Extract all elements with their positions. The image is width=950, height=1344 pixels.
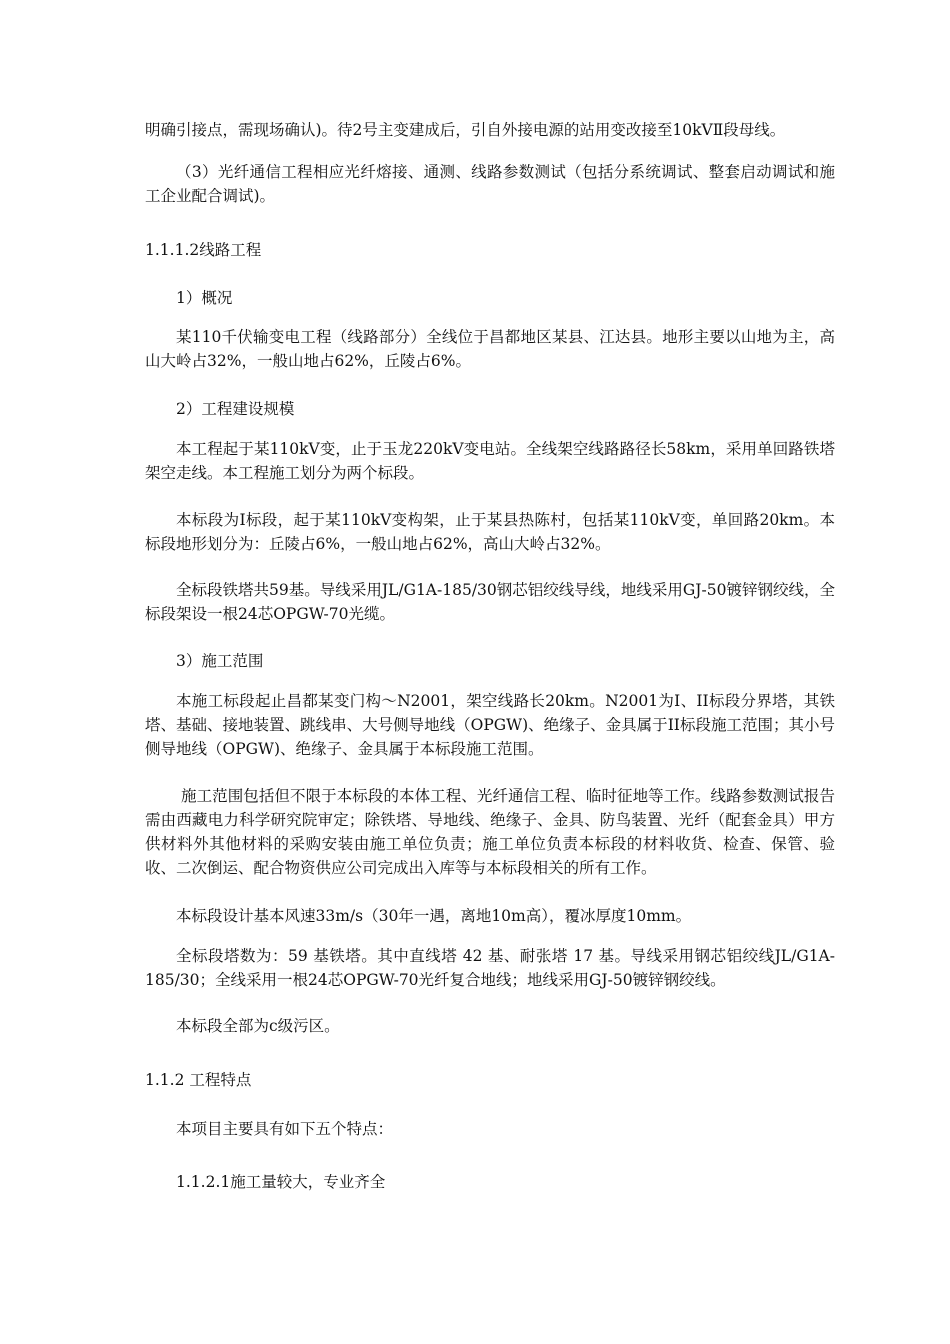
paragraph-scale-2: 本标段为I标段，起于某110kV变构架，止于某县热陈村，包括某110kV变，单回路20km。本标段地形划分为：丘陵占6%，一般山地占62%，高山大岭占32%。 [145,511,835,553]
section-heading-features: 1.1.2 工程特点 [145,1071,252,1089]
paragraph-scale-3: 全标段铁塔共59基。导线采用JL/G1A-185/30钢芯铝绞线导线，地线采用GJ-50镀锌钢绞线，全标段架设一根24芯OPGW-70光缆。 [145,581,835,623]
paragraph-scope-1: 本施工标段起止昌都某变门构～N2001，架空线路长20km。N2001为I、II标段分界塔，其铁塔、基础、接地装置、跳线串、大号侧导地线（OPGW)、绝缘子、金具属于II标段施工范围；其小号侧导地线（OPGW)、绝缘子、金具属于本标段施工范围。 [145,692,835,758]
subheading-scope: 3）施工范围 [176,652,264,670]
paragraph-scale-1: 本工程起于某110kV变，止于玉龙220kV变电站。全线架空线路路径长58km，采用单回路铁塔架空走线。本工程施工划分为两个标段。 [145,440,835,482]
paragraph-fiber-item-3: （3）光纤通信工程相应光纤熔接、通测、线路参数测试（包括分系统调试、整套启动调试和施工企业配合调试)。 [145,163,835,205]
paragraph-features-intro: 本项目主要具有如下五个特点： [176,1120,394,1138]
paragraph-pollution: 本标段全部为c级污区。 [176,1017,340,1035]
subheading-overview: 1）概况 [176,289,233,307]
paragraph-wind-ice: 本标段设计基本风速33m/s（30年一遇，离地10m高），覆冰厚度10mm。 [176,907,692,925]
paragraph-scope-2: 施工范围包括但不限于本标段的本体工程、光纤通信工程、临时征地等工作。线路参数测试报告需由西藏电力科学研究院审定；除铁塔、导地线、绝缘子、金具、防鸟装置、光纤（配套金具）甲方供材料外其他材料的采购安装由施工单位负责；施工单位负责本标段的材料收货、检查、保管、验收、二次倒运、配合物资供应公司完成出入库等与本标段相关的所有工作。 [145,787,835,877]
subheading-scale: 2）工程建设规模 [176,400,295,418]
paragraph-continuation: 明确引接点，需现场确认)。待2号主变建成后，引自外接电源的站用变改接至10kVⅡ段母线。 [145,121,786,139]
section-heading-line-engineering: 1.1.1.2线路工程 [145,241,262,259]
subsection-heading-workload: 1.1.2.1施工量较大，专业齐全 [176,1173,386,1191]
paragraph-overview: 某110千伏输变电工程（线路部分）全线位于昌都地区某县、江达县。地形主要以山地为主，高山大岭占32%，一般山地占62%，丘陵占6%。 [145,328,835,370]
paragraph-tower-count: 全标段塔数为：59 基铁塔。其中直线塔 42 基、耐张塔 17 基。导线采用钢芯铝绞线JL/G1A-185/30；全线采用一根24芯OPGW-70光纤复合地线；地线采用GJ-50镀锌钢绞线。 [145,947,835,989]
